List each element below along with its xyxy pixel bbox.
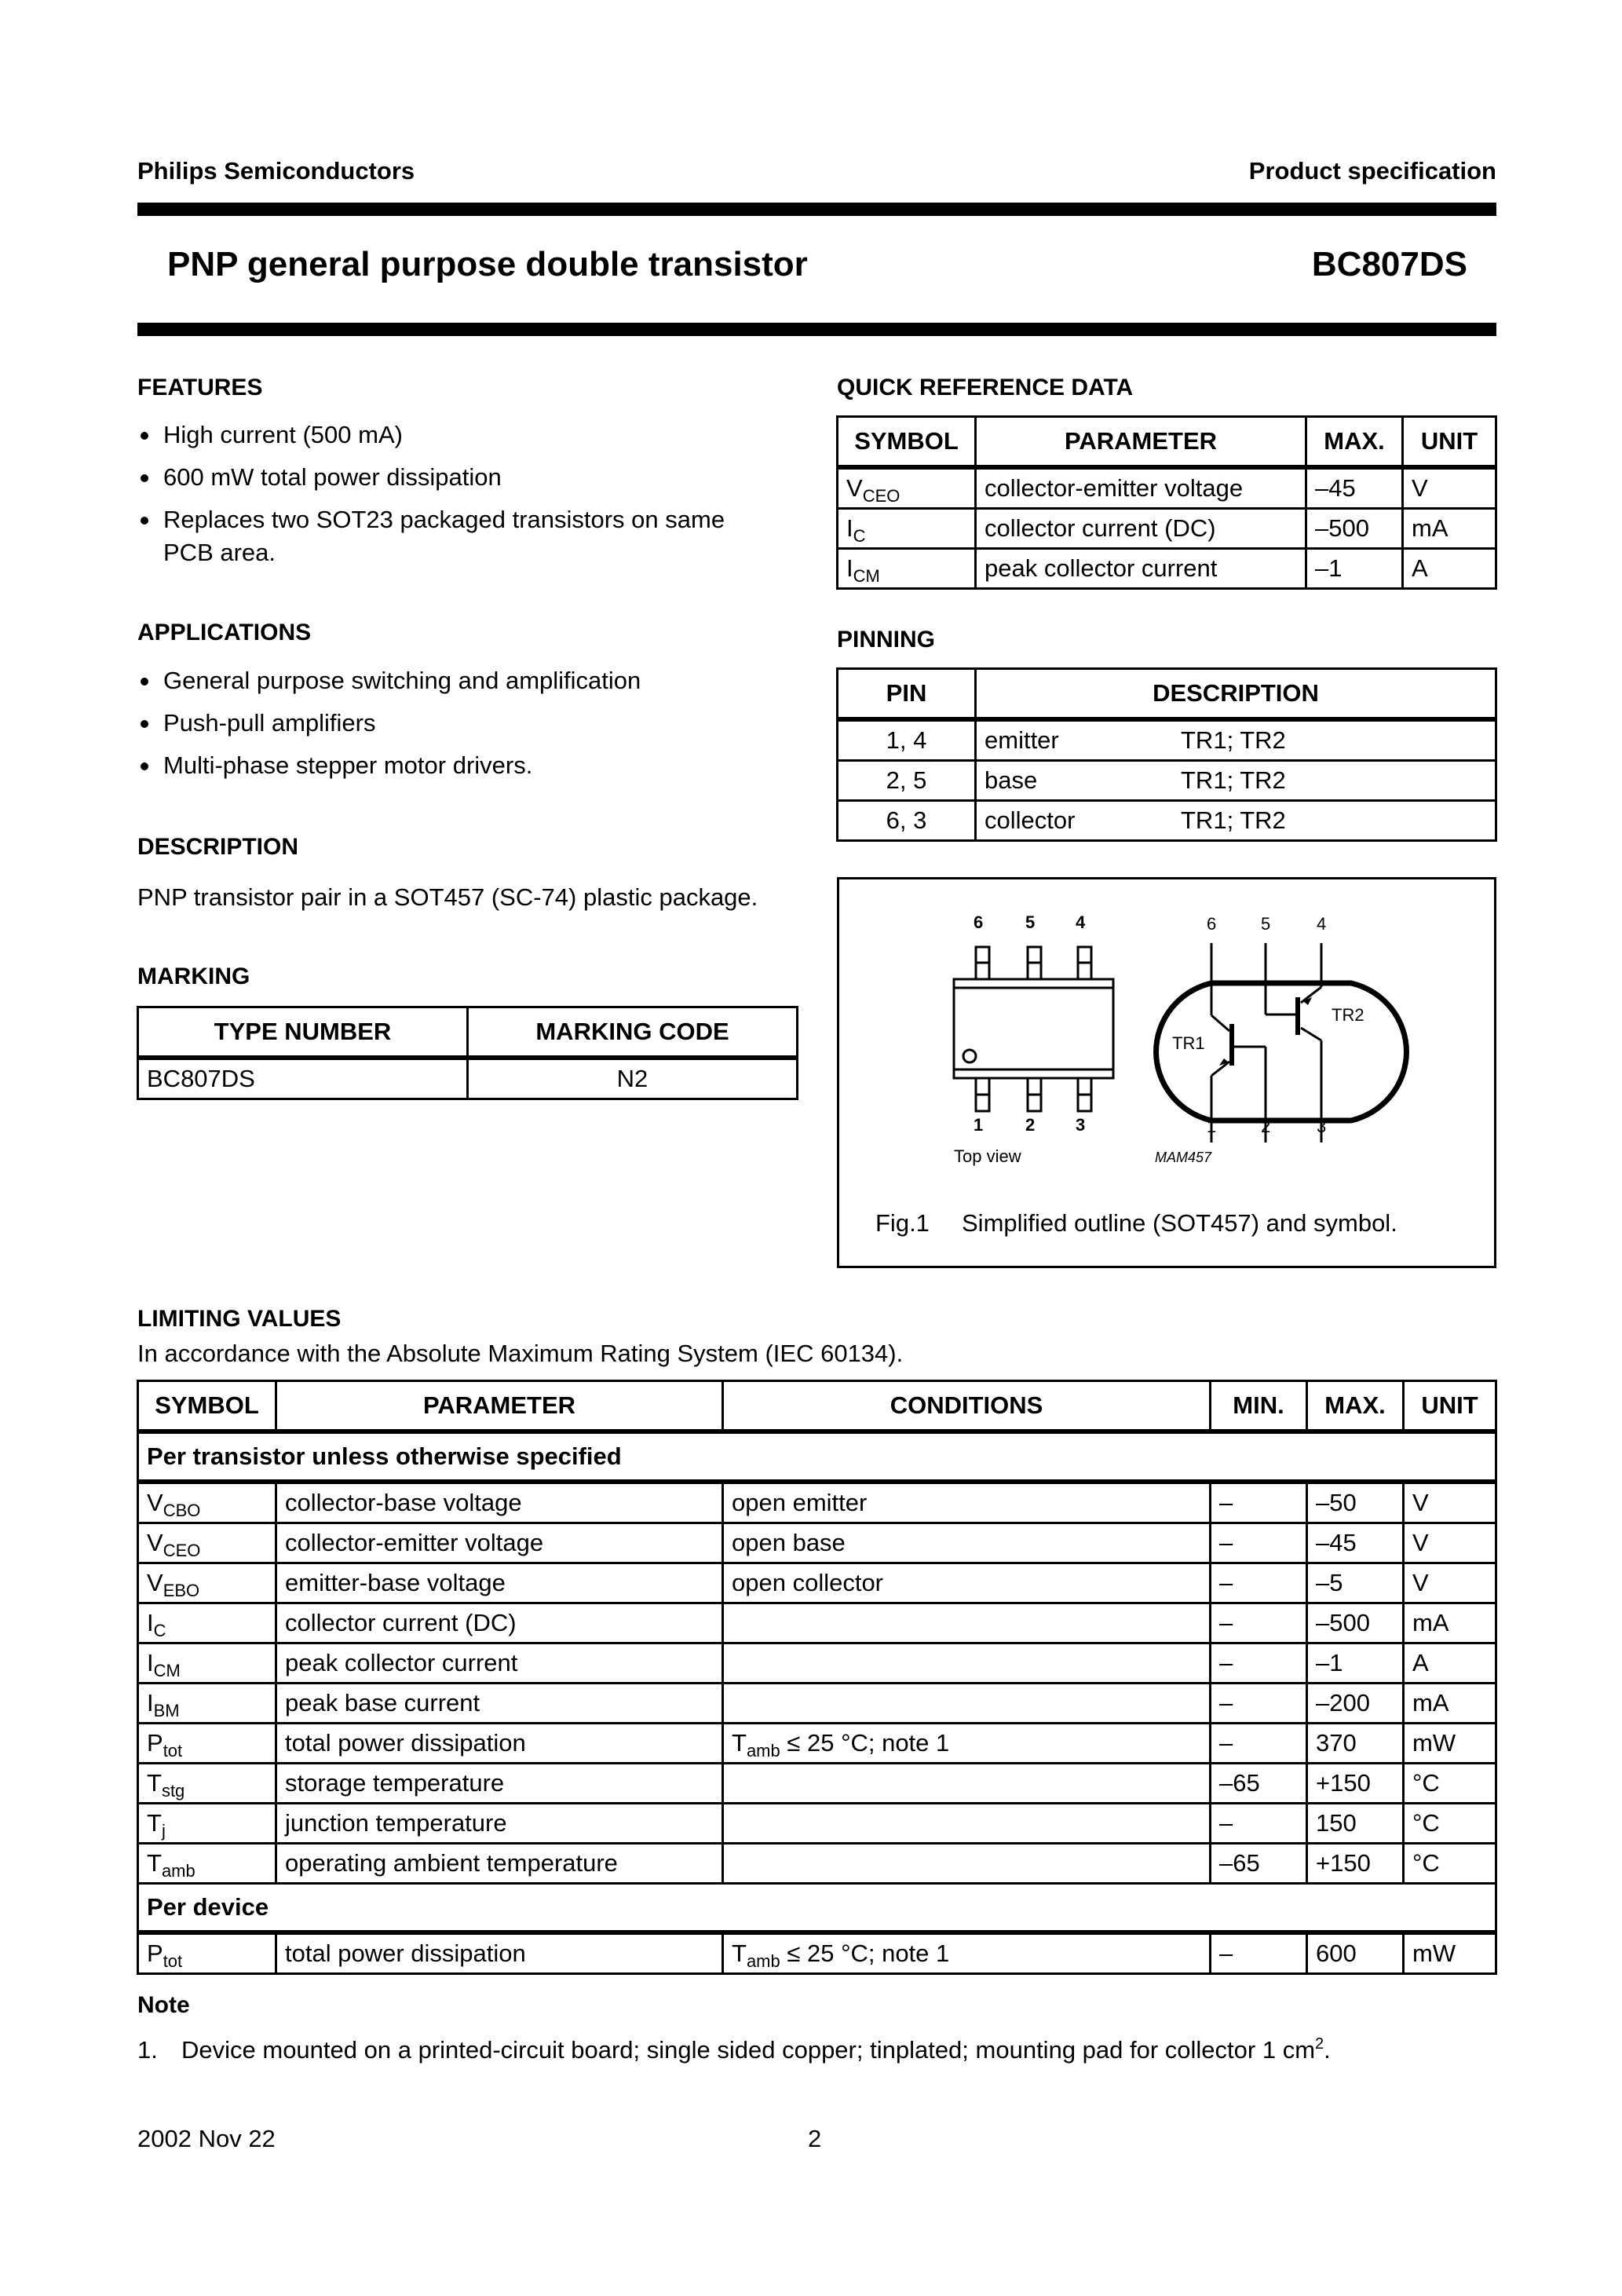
symbol-cell: $T_{stg}$ xyxy=(138,1764,276,1804)
max-cell: –45 xyxy=(1306,467,1403,509)
figure-caption: Fig.1 Simplified outline (SOT457) and symbol. xyxy=(875,1209,1397,1237)
symbol-cell: $V_{CEO}$ xyxy=(838,467,976,509)
table-header-row xyxy=(138,1007,798,1058)
unit-cell: °C xyxy=(1404,1844,1496,1884)
table-row xyxy=(138,1764,1496,1804)
parameter-cell: peak collector current xyxy=(276,1643,723,1684)
marking-heading: MARKING xyxy=(137,963,250,989)
unit-cell: mW xyxy=(1404,1932,1496,1974)
pin-number: 1 xyxy=(974,1115,984,1135)
marking-code-cell: N2 xyxy=(468,1058,798,1099)
bullet-icon xyxy=(141,678,148,686)
max-cell: –5 xyxy=(1307,1563,1404,1603)
col-conditions: CONDITIONS xyxy=(723,1381,1211,1432)
application-item: General purpose switching and amplification xyxy=(137,664,813,697)
min-cell: – xyxy=(1211,1804,1307,1844)
limiting-values-heading: LIMITING VALUES xyxy=(137,1306,342,1332)
table-row xyxy=(138,1684,1496,1724)
unit-cell: V xyxy=(1404,1563,1496,1603)
unit-cell: mA xyxy=(1404,1603,1496,1643)
symbol-cell: $V_{CEO}$ xyxy=(138,1523,276,1563)
min-cell: –65 xyxy=(1211,1844,1307,1884)
description-heading: DESCRIPTION xyxy=(137,834,299,860)
quick-reference-table xyxy=(836,415,1497,590)
table-row xyxy=(138,1058,798,1099)
symbol-pin-number: 2 xyxy=(1261,1117,1271,1136)
symbol-pin-number: 5 xyxy=(1261,914,1271,934)
parameter-cell: collector-emitter voltage xyxy=(276,1523,723,1563)
table-header-row xyxy=(138,1381,1496,1432)
parameter-cell: junction temperature xyxy=(276,1804,723,1844)
pin-number: 6 xyxy=(974,912,984,932)
symbol-cell: $I_{CM}$ xyxy=(138,1643,276,1684)
unit-cell: A xyxy=(1404,1643,1496,1684)
pin-cell: 6, 3 xyxy=(838,801,976,841)
table-row xyxy=(838,549,1496,589)
feature-item: 600 mW total power dissipation xyxy=(137,461,813,494)
parameter-cell: peak base current xyxy=(276,1684,723,1724)
description-cell: collector TR1; TR2 xyxy=(976,801,1496,841)
col-max: MAX. xyxy=(1306,417,1403,468)
table-row xyxy=(838,761,1496,801)
min-cell: – xyxy=(1211,1932,1307,1974)
symbol-cell: $I_C$ xyxy=(138,1603,276,1643)
min-cell: – xyxy=(1211,1563,1307,1603)
drawing-code: MAM457 xyxy=(1155,1150,1212,1165)
col-symbol: SYMBOL xyxy=(138,1381,276,1432)
bullet-icon xyxy=(141,517,148,525)
unit-cell: °C xyxy=(1404,1804,1496,1844)
pinning-heading: PINNING xyxy=(837,627,936,653)
tr1-label: TR1 xyxy=(1172,1033,1205,1053)
conditions-cell xyxy=(723,1804,1211,1844)
applications-heading: APPLICATIONS xyxy=(137,620,312,645)
conditions-cell xyxy=(723,1844,1211,1884)
symbol-cell: $V_{CBO}$ xyxy=(138,1482,276,1523)
company-name: Philips Semiconductors xyxy=(137,157,415,185)
type-number-cell: BC807DS xyxy=(138,1058,468,1099)
conditions-cell: open base xyxy=(723,1523,1211,1563)
symbol-pin-number: 4 xyxy=(1317,914,1327,934)
max-cell: –50 xyxy=(1307,1482,1404,1523)
pin-number: 5 xyxy=(1025,912,1036,932)
table-row xyxy=(838,801,1496,841)
col-parameter: PARAMETER xyxy=(276,1381,723,1432)
table-row xyxy=(138,1563,1496,1603)
header-rule-top xyxy=(137,203,1496,216)
parameter-cell: total power dissipation xyxy=(276,1724,723,1764)
table-row xyxy=(138,1724,1496,1764)
parameter-cell: emitter-base voltage xyxy=(276,1563,723,1603)
note-heading: Note xyxy=(137,1992,190,2018)
min-cell: – xyxy=(1211,1724,1307,1764)
bullet-icon xyxy=(141,762,148,770)
part-number: BC807DS xyxy=(1311,245,1467,283)
limiting-values-table xyxy=(137,1380,1497,1975)
table-row xyxy=(138,1643,1496,1684)
feature-item: High current (500 mA) xyxy=(137,419,813,452)
unit-cell: V xyxy=(1403,467,1496,509)
unit-cell: mW xyxy=(1404,1724,1496,1764)
max-cell: –500 xyxy=(1306,509,1403,549)
parameter-cell: storage temperature xyxy=(276,1764,723,1804)
symbol-pin-number: 1 xyxy=(1207,1117,1217,1136)
table-row xyxy=(138,1844,1496,1884)
unit-cell: V xyxy=(1404,1523,1496,1563)
application-item: Multi-phase stepper motor drivers. xyxy=(137,749,813,782)
conditions-cell xyxy=(723,1764,1211,1804)
col-max: MAX. xyxy=(1307,1381,1404,1432)
note-number: 1. xyxy=(137,2036,158,2064)
parameter-cell: total power dissipation xyxy=(276,1932,723,1974)
max-cell: +150 xyxy=(1307,1764,1404,1804)
conditions-cell xyxy=(723,1603,1211,1643)
col-symbol: SYMBOL xyxy=(838,417,976,468)
bullet-icon xyxy=(141,474,148,482)
parameter-cell: peak collector current xyxy=(976,549,1306,589)
table-row xyxy=(138,1523,1496,1563)
symbol-cell: $P_{tot}$ xyxy=(138,1932,276,1974)
note-text: Device mounted on a printed-circuit board; single sided copper; tinplated; mounting pad for collector 1 cm xyxy=(181,2036,1316,2064)
max-cell: 150 xyxy=(1307,1804,1404,1844)
conditions-cell: open collector xyxy=(723,1563,1211,1603)
features-heading: FEATURES xyxy=(137,375,263,400)
symbol-cell: $T_j$ xyxy=(138,1804,276,1844)
page-number: 2 xyxy=(808,2125,822,2152)
conditions-cell: $T_{amb} \le 25$ °C; note 1 xyxy=(723,1932,1211,1974)
conditions-cell xyxy=(723,1643,1211,1684)
max-cell: –200 xyxy=(1307,1684,1404,1724)
col-unit: UNIT xyxy=(1404,1381,1496,1432)
table-row xyxy=(838,467,1496,509)
description-text: PNP transistor pair in a SOT457 (SC-74) plastic package. xyxy=(137,883,758,911)
parameter-cell: collector current (DC) xyxy=(276,1603,723,1643)
max-cell: 600 xyxy=(1307,1932,1404,1974)
pin-number: 4 xyxy=(1076,912,1086,932)
figure-1 xyxy=(837,877,1496,1268)
symbol-cell: $I_{CM}$ xyxy=(838,549,976,589)
col-marking-code: MARKING CODE xyxy=(468,1007,798,1058)
page-title: PNP general purpose double transistor xyxy=(167,245,808,283)
table-row xyxy=(838,719,1496,761)
tr2-label: TR2 xyxy=(1332,1005,1364,1025)
table-row xyxy=(138,1932,1496,1974)
limiting-values-subtitle: In accordance with the Absolute Maximum Rating System (IEC 60134). xyxy=(137,1340,904,1367)
pin-cell: 1, 4 xyxy=(838,719,976,761)
parameter-cell: collector current (DC) xyxy=(976,509,1306,549)
note-item: 1. Device mounted on a printed-circuit board; single sided copper; tinplated; mounting pad for collector 1 $cm^2$. xyxy=(137,2029,1331,2071)
max-cell: –500 xyxy=(1307,1603,1404,1643)
col-pin: PIN xyxy=(838,669,976,720)
col-description: DESCRIPTION xyxy=(976,669,1496,720)
application-item: Push-pull amplifiers xyxy=(137,707,813,740)
pin-cell: 2, 5 xyxy=(838,761,976,801)
header-rule-bottom xyxy=(137,323,1496,336)
unit-cell: mA xyxy=(1403,509,1496,549)
parameter-cell: operating ambient temperature xyxy=(276,1844,723,1884)
symbol-pin-number: 6 xyxy=(1207,914,1217,934)
table-row xyxy=(838,509,1496,549)
features-list xyxy=(137,419,813,579)
quick-reference-heading: QUICK REFERENCE DATA xyxy=(837,375,1134,400)
description-cell: emitter TR1; TR2 xyxy=(976,719,1496,761)
conditions-cell xyxy=(723,1684,1211,1724)
pinning-table xyxy=(836,667,1497,842)
col-min: MIN. xyxy=(1211,1381,1307,1432)
unit-cell: °C xyxy=(1404,1764,1496,1804)
top-view-label: Top view xyxy=(954,1146,1021,1166)
table-header-row xyxy=(838,417,1496,468)
symbol-pin-number: 3 xyxy=(1317,1117,1327,1136)
marking-table xyxy=(137,1006,798,1100)
symbol-cell: $V_{EBO}$ xyxy=(138,1563,276,1603)
col-unit: UNIT xyxy=(1403,417,1496,468)
pin-number: 2 xyxy=(1025,1115,1036,1135)
max-cell: –1 xyxy=(1307,1643,1404,1684)
max-cell: +150 xyxy=(1307,1844,1404,1884)
symbol-cell: $I_C$ xyxy=(838,509,976,549)
max-cell: –1 xyxy=(1306,549,1403,589)
footer-date: 2002 Nov 22 xyxy=(137,2125,276,2152)
group-row-per-transistor: Per transistor unless otherwise specified xyxy=(138,1431,1496,1482)
description-cell: base TR1; TR2 xyxy=(976,761,1496,801)
table-row xyxy=(138,1804,1496,1844)
max-cell: 370 xyxy=(1307,1724,1404,1764)
symbol-cell: $T_{amb}$ xyxy=(138,1844,276,1884)
min-cell: – xyxy=(1211,1603,1307,1643)
unit-cell: mA xyxy=(1404,1684,1496,1724)
bullet-icon xyxy=(141,720,148,728)
applications-list xyxy=(137,664,813,792)
min-cell: – xyxy=(1211,1482,1307,1523)
group-row-per-device: Per device xyxy=(138,1884,1496,1933)
parameter-cell: collector-emitter voltage xyxy=(976,467,1306,509)
max-cell: –45 xyxy=(1307,1523,1404,1563)
feature-item: Replaces two SOT23 packaged transistors on same PCB area. xyxy=(137,503,776,569)
conditions-cell: open emitter xyxy=(723,1482,1211,1523)
table-row xyxy=(138,1482,1496,1523)
col-type-number: TYPE NUMBER xyxy=(138,1007,468,1058)
parameter-cell: collector-base voltage xyxy=(276,1482,723,1523)
document-type: Product specification xyxy=(1248,157,1496,185)
unit-cell: V xyxy=(1404,1482,1496,1523)
pin-number: 3 xyxy=(1076,1115,1086,1135)
min-cell: – xyxy=(1211,1684,1307,1724)
min-cell: – xyxy=(1211,1523,1307,1563)
symbol-cell: $P_{tot}$ xyxy=(138,1724,276,1764)
table-row xyxy=(138,1603,1496,1643)
conditions-cell: $T_{amb} \le 25$ °C; note 1 xyxy=(723,1724,1211,1764)
table-header-row xyxy=(838,669,1496,720)
col-parameter: PARAMETER xyxy=(976,417,1306,468)
min-cell: – xyxy=(1211,1643,1307,1684)
unit-cell: A xyxy=(1403,549,1496,589)
symbol-cell: $I_{BM}$ xyxy=(138,1684,276,1724)
bullet-icon xyxy=(141,432,148,440)
min-cell: –65 xyxy=(1211,1764,1307,1804)
